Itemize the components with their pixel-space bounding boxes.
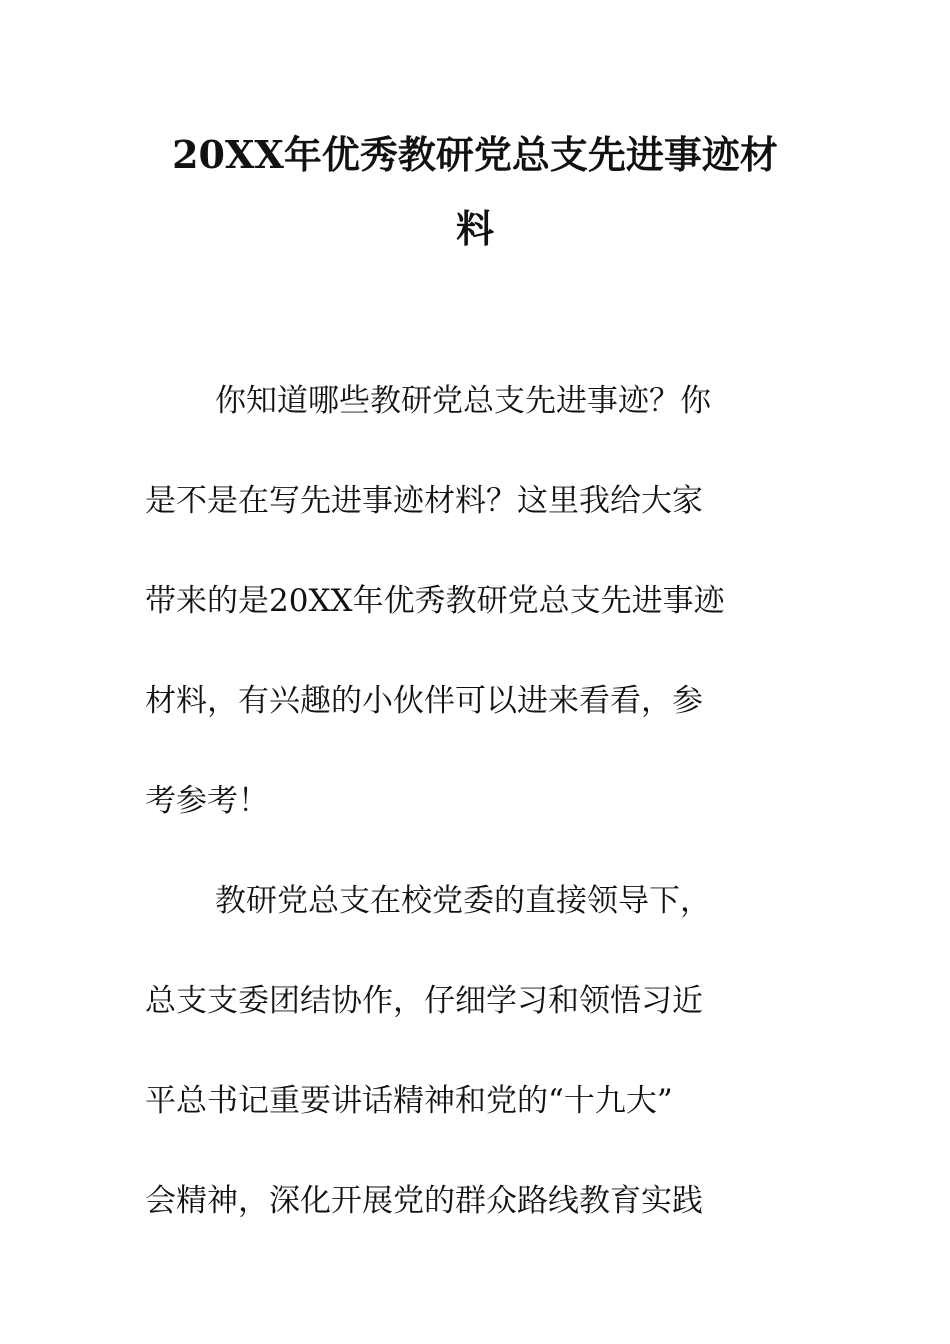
- title-line: 20XX年优秀教研党总支先进事迹材: [172, 132, 778, 177]
- paragraph-line: 你知道哪些教研党总支先进事迹？你: [215, 383, 711, 419]
- paragraph-line: 总支支委团结协作，仔细学习和领悟习近: [145, 983, 703, 1019]
- paragraph-line: 平总书记重要讲话精神和党的“十九大”: [145, 1083, 673, 1119]
- paragraph-intro: [145, 351, 805, 851]
- paragraph-line: 教研党总支在校党委的直接领导下，: [215, 883, 711, 919]
- title-line: 料: [455, 206, 494, 251]
- paragraph-line: 带来的是20XX年优秀教研党总支先进事迹: [145, 583, 725, 619]
- paragraph-main: [145, 851, 805, 1251]
- paragraph-line: 材料，有兴趣的小伙伴可以进来看看，参: [145, 683, 703, 719]
- paragraph-line: 是不是在写先进事迹材料？这里我给大家: [145, 483, 703, 519]
- paragraph-line: 会精神，深化开展党的群众路线教育实践: [145, 1183, 703, 1219]
- document-body: [145, 351, 805, 1251]
- paragraph-line: 考参考！: [145, 783, 269, 819]
- document-title: [140, 118, 810, 266]
